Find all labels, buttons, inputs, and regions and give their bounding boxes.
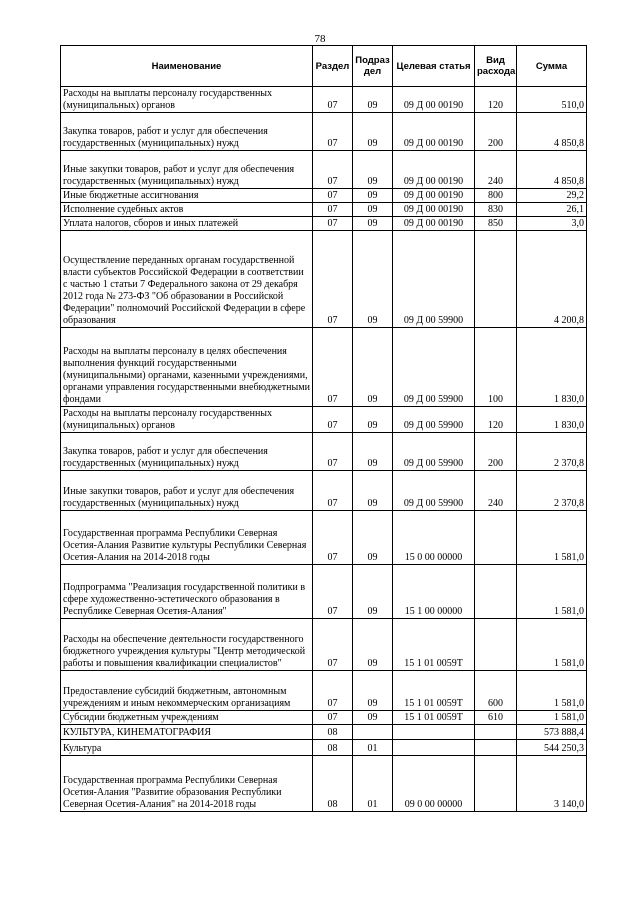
row-type: 800 — [475, 189, 517, 203]
row-section: 07 — [313, 565, 353, 619]
row-type: 600 — [475, 671, 517, 711]
row-target: 09 Д 00 00190 — [393, 217, 475, 231]
row-name: Исполнение судебных актов — [61, 203, 313, 217]
row-subsection: 09 — [353, 203, 393, 217]
row-name: Осуществление переданных органам государственной власти субъектов Российской Федерации в соответствии с частью 1 статьи 7 Федерального закона от 29 декабря 2012 года № 273-ФЗ "Об образовании в Российской Федерации" полномочий Российской Федерации в сфере образования — [61, 231, 313, 328]
row-type — [475, 511, 517, 565]
table-header-row — [61, 46, 587, 87]
row-name: Расходы на выплаты персоналу государственных (муниципальных) органов — [61, 87, 313, 113]
row-section: 07 — [313, 217, 353, 231]
row-amount: 1 830,0 — [517, 407, 587, 433]
table-row — [61, 756, 587, 812]
row-type — [475, 740, 517, 756]
row-name: Культура — [61, 740, 313, 756]
row-target: 09 Д 00 59900 — [393, 328, 475, 407]
row-type — [475, 619, 517, 671]
row-name: Расходы на обеспечение деятельности государственного бюджетного учреждения культуры "Центр методической работы и повышения квалификации специалистов" — [61, 619, 313, 671]
row-name: Иные закупки товаров, работ и услуг для обеспечения государственных (муниципальных) нужд — [61, 471, 313, 511]
row-amount: 544 250,3 — [517, 740, 587, 756]
row-type: 610 — [475, 711, 517, 725]
row-subsection: 09 — [353, 151, 393, 189]
header-amount: Сумма — [517, 46, 587, 87]
row-name: Государственная программа Республики Северная Осетия-Алания "Развитие образования Республики Северная Осетия-Алания" на 2014-2018 годы — [61, 756, 313, 812]
row-section: 07 — [313, 671, 353, 711]
row-target: 15 1 01 0059Т — [393, 619, 475, 671]
table-row — [61, 217, 587, 231]
row-amount: 1 581,0 — [517, 511, 587, 565]
table-row — [61, 189, 587, 203]
row-amount: 4 850,8 — [517, 113, 587, 151]
row-name: Уплата налогов, сборов и иных платежей — [61, 217, 313, 231]
row-target — [393, 740, 475, 756]
row-target: 15 1 01 0059Т — [393, 711, 475, 725]
row-section: 07 — [313, 407, 353, 433]
row-subsection: 09 — [353, 433, 393, 471]
row-section: 07 — [313, 87, 353, 113]
row-target: 09 Д 00 00190 — [393, 113, 475, 151]
row-target: 09 Д 00 00190 — [393, 203, 475, 217]
table-row — [61, 619, 587, 671]
row-target: 09 Д 00 00190 — [393, 189, 475, 203]
row-type — [475, 725, 517, 740]
row-subsection — [353, 725, 393, 740]
row-subsection: 01 — [353, 740, 393, 756]
header-subsection: Подраз дел — [353, 46, 393, 87]
row-subsection: 09 — [353, 671, 393, 711]
row-target: 15 1 00 00000 — [393, 565, 475, 619]
row-name: Подпрограмма "Реализация государственной политики в сфере художественно-эстетического образования в Республике Северная Осетия-Алания" — [61, 565, 313, 619]
row-type — [475, 756, 517, 812]
row-target: 09 Д 00 59900 — [393, 471, 475, 511]
table-row — [61, 471, 587, 511]
row-section: 07 — [313, 231, 353, 328]
row-target: 15 1 01 0059Т — [393, 671, 475, 711]
row-subsection: 09 — [353, 328, 393, 407]
row-target — [393, 725, 475, 740]
row-amount: 4 850,8 — [517, 151, 587, 189]
row-amount: 2 370,8 — [517, 471, 587, 511]
row-subsection: 09 — [353, 189, 393, 203]
row-subsection: 01 — [353, 756, 393, 812]
row-amount: 4 200,8 — [517, 231, 587, 328]
row-subsection: 09 — [353, 565, 393, 619]
table-row — [61, 565, 587, 619]
row-subsection: 09 — [353, 471, 393, 511]
row-target: 15 0 00 00000 — [393, 511, 475, 565]
row-amount: 1 581,0 — [517, 565, 587, 619]
row-target: 09 Д 00 59900 — [393, 231, 475, 328]
table-row — [61, 511, 587, 565]
row-section: 07 — [313, 711, 353, 725]
row-section: 07 — [313, 433, 353, 471]
row-subsection: 09 — [353, 407, 393, 433]
row-type — [475, 231, 517, 328]
row-amount: 1 581,0 — [517, 619, 587, 671]
row-name: Иные бюджетные ассигнования — [61, 189, 313, 203]
header-name: Наименование — [61, 46, 313, 87]
row-amount: 1 581,0 — [517, 711, 587, 725]
row-type: 120 — [475, 407, 517, 433]
row-section: 07 — [313, 619, 353, 671]
row-target: 09 0 00 00000 — [393, 756, 475, 812]
row-section: 08 — [313, 725, 353, 740]
row-name: Субсидии бюджетным учреждениям — [61, 711, 313, 725]
table-row — [61, 113, 587, 151]
row-type — [475, 565, 517, 619]
row-section: 08 — [313, 740, 353, 756]
table-row — [61, 433, 587, 471]
header-expense-type: Вид расхода — [475, 46, 517, 87]
table-row — [61, 231, 587, 328]
row-type: 850 — [475, 217, 517, 231]
row-subsection: 09 — [353, 511, 393, 565]
row-name: Расходы на выплаты персоналу государственных (муниципальных) органов — [61, 407, 313, 433]
table-row — [61, 203, 587, 217]
row-type: 100 — [475, 328, 517, 407]
row-name: Государственная программа Республики Северная Осетия-Алания Развитие культуры Республики Северная Осетия-Алания на 2014-2018 годы — [61, 511, 313, 565]
row-amount: 3 140,0 — [517, 756, 587, 812]
row-amount: 2 370,8 — [517, 433, 587, 471]
row-name: Иные закупки товаров, работ и услуг для обеспечения государственных (муниципальных) нужд — [61, 151, 313, 189]
row-subsection: 09 — [353, 217, 393, 231]
row-target: 09 Д 00 00190 — [393, 87, 475, 113]
row-subsection: 09 — [353, 87, 393, 113]
row-subsection: 09 — [353, 619, 393, 671]
row-name: КУЛЬТУРА, КИНЕМАТОГРАФИЯ — [61, 725, 313, 740]
row-section: 08 — [313, 756, 353, 812]
row-type: 120 — [475, 87, 517, 113]
row-name: Закупка товаров, работ и услуг для обеспечения государственных (муниципальных) нужд — [61, 113, 313, 151]
row-amount: 3,0 — [517, 217, 587, 231]
row-subsection: 09 — [353, 711, 393, 725]
table-row — [61, 87, 587, 113]
row-amount: 573 888,4 — [517, 725, 587, 740]
row-section: 07 — [313, 113, 353, 151]
table-row — [61, 407, 587, 433]
row-amount: 29,2 — [517, 189, 587, 203]
table-row — [61, 725, 587, 740]
row-amount: 1 581,0 — [517, 671, 587, 711]
table-row — [61, 711, 587, 725]
row-type: 830 — [475, 203, 517, 217]
row-subsection: 09 — [353, 231, 393, 328]
page-number: 78 — [314, 33, 326, 45]
row-name: Расходы на выплаты персоналу в целях обеспечения выполнения функций государственными (муниципальными) органами, казенными учреждениями, органами управления государственными внебюджетными фондами — [61, 328, 313, 407]
row-target: 09 Д 00 59900 — [393, 407, 475, 433]
row-name: Предоставление субсидий бюджетным, автономным учреждениям и иным некоммерческим организациям — [61, 671, 313, 711]
table-row — [61, 671, 587, 711]
header-target: Целевая статья — [393, 46, 475, 87]
row-amount: 510,0 — [517, 87, 587, 113]
row-type: 240 — [475, 151, 517, 189]
table-row — [61, 328, 587, 407]
table-row — [61, 740, 587, 756]
header-section: Раздел — [313, 46, 353, 87]
row-subsection: 09 — [353, 113, 393, 151]
row-name: Закупка товаров, работ и услуг для обеспечения государственных (муниципальных) нужд — [61, 433, 313, 471]
row-section: 07 — [313, 151, 353, 189]
row-type: 200 — [475, 433, 517, 471]
row-section: 07 — [313, 328, 353, 407]
row-amount: 26,1 — [517, 203, 587, 217]
row-amount: 1 830,0 — [517, 328, 587, 407]
row-section: 07 — [313, 471, 353, 511]
budget-table — [60, 45, 587, 812]
row-type: 240 — [475, 471, 517, 511]
table-row — [61, 151, 587, 189]
row-target: 09 Д 00 59900 — [393, 433, 475, 471]
row-target: 09 Д 00 00190 — [393, 151, 475, 189]
row-section: 07 — [313, 511, 353, 565]
row-type: 200 — [475, 113, 517, 151]
row-section: 07 — [313, 189, 353, 203]
row-section: 07 — [313, 203, 353, 217]
